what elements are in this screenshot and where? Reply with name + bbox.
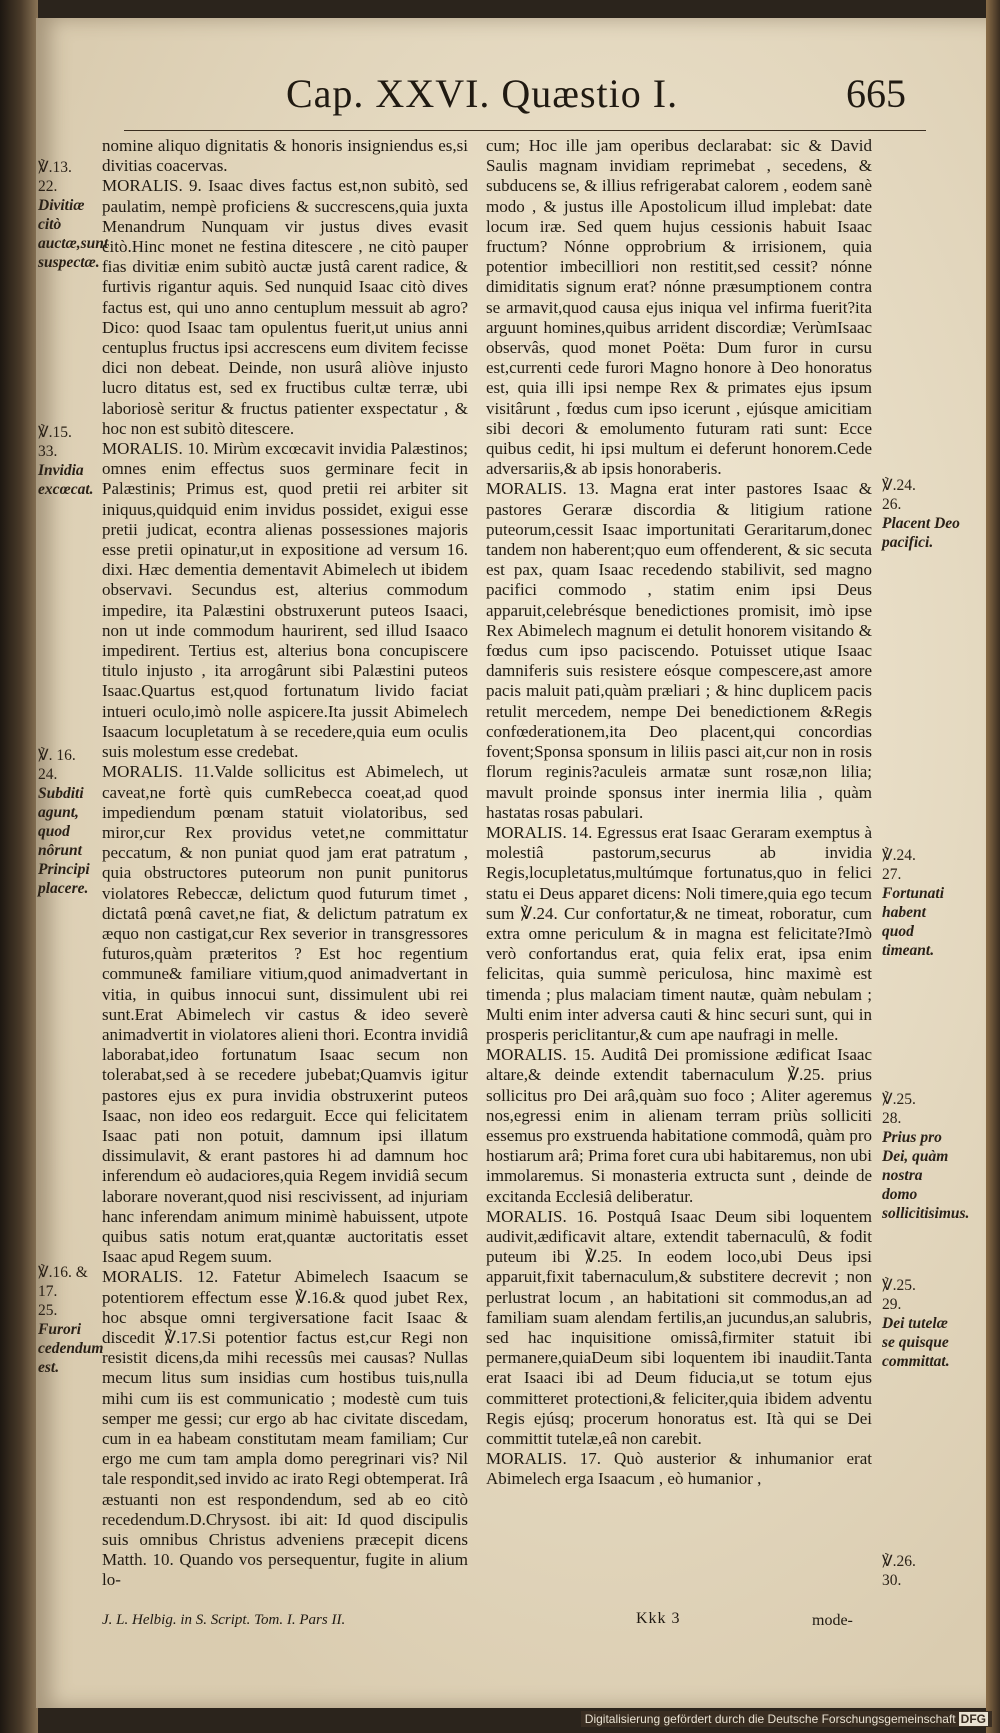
dfg-logo: DFG	[960, 1712, 986, 1726]
margin-note: ℣.16. & 17. 25. Furori cedendum est.	[38, 1264, 104, 1376]
margin-note: ℣. 16. 24. Subditi agunt, quod nôrunt Principi placere.	[38, 747, 90, 897]
header-rule	[124, 130, 926, 131]
paragraph: nomine aliquo dignitatis & honoris insigniendus es,si divitias coacervas.	[102, 136, 468, 176]
margin-note: ℣.24. 26. Placent Deo pacifici.	[882, 477, 960, 551]
paragraph: MORALIS. 10. Mirùm excœcavit invidia Palæstinos; omnes enim effectus suos germinare fecit in Palæstinis; Primus est, quod pretii rei arbiter sit iniquus,quidquid enim invidus possidet, exigui esse pretii judicat, econtra alienas possessiones majoris esse pretii opinatur,ut in expositione ad versum 16. dixi. Hæc dementia dementavit Abimelech ut ibidem observavi. Secundus est, alterius commodum impedire, ita Palæstini obstruxerunt puteos Isaaci, non ut inde commodum haurirent, sed illud Isaaco impedirent. Tertius est, alterius bona concupiscere titulo injusto , ita arrogârunt sibi Palæstini puteos Isaac.Quartus est,quod fortunatum livido faciat intueri oculo,imò nolle aspicere.Ita jussit Abimelech Isaacum locupletatum à se recedere,quia eum oculis suis molestum esse credebat.	[102, 439, 468, 762]
running-title: Cap. XXVI. Quæstio I.	[286, 71, 679, 116]
paragraph: MORALIS. 12. Fatetur Abimelech Isaacum se potentiorem effectum esse ℣.16.& quod jubet Rex, hoc absque omni tergiversatione facit Isaac & discedit ℣.17.Si potentior factus est,cur Regi non resistit dicens,da mihi recessûs mei causas? Nullas mecum litus sum insidias cum hostibus tuis,nulla mihi cum iis est communicatio ; modestè cum tuis semper me gessi; cur ergo ab hac civitate discedam, cum in ea habeam constitutam meam familiam; Cur ergo me cum tam ampla domo peregrinari vis? Nil tale respondit,sed invido ac irato Regi obtemperat. Irâ æstuanti non est respondendum, sed ab eo citò recedendum.D.Chrysost. ibi ait: Id quod discipulis suis omnibus Christus adveniens præcepit dicens Matth. 10. Quando vos persequentur, fugite in alium lo-	[102, 1267, 468, 1590]
margin-note: ℣.15. 33. Invidia excœcat.	[38, 424, 94, 498]
signature-mark: Kkk 3	[636, 1610, 681, 1627]
printer-imprint: J. L. Helbig. in S. Script. Tom. I. Pars II.	[102, 1612, 346, 1628]
margin-note: ℣.25. 28. Prius pro Dei, quàm nostra domo sollicitisimus.	[882, 1091, 970, 1222]
digitization-credit	[581, 1711, 992, 1727]
page-number: 665	[846, 71, 906, 116]
paragraph: MORALIS. 15. Auditâ Dei promissione ædificat Isaac altare,& deinde extendit tabernaculum ℣.25. prius sollicitus pro Dei arâ,quàm suo foco ; Aliter ageremus nos,egressi enim in alienam terram priùs solliciti essemus pro exstruenda habitatione commodâ, quàm pro hostiarum arâ; Prima foret cura ubi habitaremus, non ubi immolaremus. Si monasteria extructa sunt , deinde de excitanda Ecclesiâ deliberatur.	[486, 1045, 872, 1206]
left-text-column	[102, 136, 468, 1591]
margin-note: ℣.13. 22. Divitiæ citò auctæ,sunt suspectæ.	[38, 159, 109, 271]
margin-note: ℣.24. 27. Fortunati habent quod timeant.	[882, 847, 945, 959]
right-text-column	[486, 136, 872, 1490]
paragraph: cum; Hoc ille jam operibus declarabat: sic & David Saulis magnam invidiam reprimebat , secedens, & subducens se, & illius refrigerabat calorem , eodem sanè modo , & justus ille Apostolicum illud implebat: date locum iræ. Sed quem hujus cessionis habuit Isaac fructum? Nónne opprobrium & irrisionem, quia potentior imbecilliori non restitit,sed cessit? nónne dimiditatis signum erat? nónne præsumptionem contra se armavit,quod causa ejus iniqua vel infirma fuerit?ita arguunt homines,quibus arrident discordiæ; VerùmIsaac observâs, quod monet Poëta: Dum furor in cursu est,currenti cede furori Magno honore à Deo honoratus est, quia illi ipsi nempe Rex & primates ejus ipsum visitârunt , fœdus cum ipso icerunt , ejúsque amicitiam sibi decori & emolumento futuram rati sunt: Ecce quibus cedit, hi ipsi multum ei deferunt honorem.Cede adversariis,& ab ipsis honoraberis.	[486, 136, 872, 479]
page-fore-edge	[986, 0, 1000, 1733]
margin-note: ℣.25. 29. Dei tutelæ se quisque committat.	[882, 1277, 950, 1370]
margin-note: ℣.26. 30.	[882, 1553, 916, 1589]
paragraph: MORALIS. 16. Postquâ Isaac Deum sibi loquentem audivit,ædificavit altare, extendit tabernaculû, & fodit puteum ibi ℣.25. In eodem loco,ubi Deus ipsi apparuit,fixit tabernaculum,& substitere decrevit ; non perlustrat locum , an habitationi sit commodus,an ad familiam suam alendam fertilis,an jucundus,an salubris, sed hac inquisitione omissâ,firmiter statuit ibi permanere,quiaDeum sibi loquentem ibi inaudiit.Tanta erat Isaaci ibi ad Deum fiducia,ut se totum ejus committeret protectioni,& feliciter,quia ibidem adventu Regis ejúsq; procerum honoratus est. Ità qui se Dei committit tutelæ,eâ non carebit.	[486, 1206, 872, 1448]
paragraph: MORALIS. 9. Isaac dives factus est,non subitò, sed paulatim, nempè proficiens & succrescens,quia juxta Menandrum Nunquam vir justus dives evasit citò.Hinc monet ne festina ditescere , ne citò pauper fias divitiæ enim subitò auctæ justâ carent radice, & furtivis rigantur aquis. Sed nunquid Isaac citò dives factus est, qui uno anno centuplum messuit ab agro? Dico: quod Isaac tam opulentus fuerit,ut unius anni centuplus fructus ipsi accrescens eum divitem fecisse dici non debeat. Deinde, non usurâ aliòve injusto lucro ditatus est, sed ex fructibus cultæ terræ, ubi laboriosè seritur & fructus patienter exspectatur , & hoc non est subitò ditescere.	[102, 176, 468, 438]
paragraph: MORALIS. 13. Magna erat inter pastores Isaac & pastores Geraræ discordia & litigium ratione puteorum,cessit Isaac importunitati Geraritarum,donec tandem non haberent;quo eum offenderent, & sic secuta est pax, quam Isaac recedendo stabilivit, sed magno pacifici commodo , statim enim ipsi Deus apparuit,celebrésque benedictiones promisit, imò ipse Rex Abimelech magnum ei detulit honorem visitando & fœdus cum ipso paciscendo. Potuisset utique Isaac damniferis suis resistere eósque compescere,ast amore pacis maluit pati,quàm præliari ; & hinc duplicem pacis retulit mercedem, nempe Dei benedictionem &Regis confœderationem,ita Deo placent,qui concordias fovent;Sponsa sponsum in liliis pasci ait,cur non in rosis florum reginis?aculeis armatæ sunt rosæ,non lilia; mavult proinde sponsus inter inermia lilia , quàm hastatas rosas pabulari.	[486, 479, 872, 822]
paragraph: MORALIS. 17. Quò austerior & inhumanior erat Abimelech erga Isaacum , eò humanior ,	[486, 1449, 872, 1489]
credit-text: Digitalisierung gefördert durch die Deutsche Forschungsgemeinschaft	[584, 1712, 956, 1726]
paragraph: MORALIS. 14. Egressus erat Isaac Geraram exemptus à molestiâ pastorum,securus ab invidia Regis,locupletatus,multúmque fortunatus,quo in felici statu ei Deus apparet dicens: Noli timere,quia ego tecum sum ℣.24. Cur confortatur,& ne timeat, roboratur, cum extra omne periculum & in magna est felicitate?Imò verò confortandus erat, quia felix erat, ipsa enim felicitas, quia summè periculosa, hinc maximè est timenda ; plus malaciam timent nautæ, quàm nebulam ; Multi enim inter adversa cauti & hinc securi sunt, qui in prosperis periclitantur,& cum ape naufragi in melle.	[486, 822, 872, 1044]
book-spine	[0, 0, 38, 1733]
catchword: mode-	[812, 1612, 853, 1629]
paragraph: MORALIS. 11.Valde sollicitus est Abimelech, ut caveat,ne fortè quis cumRebecca coeat,ad quod impediendum pœnam statuit violatoribus, sed miror,cur Rex providus vetet,ne committatur peccatum, & non puniat quod jam erat patratum , quia obstructores puteorum non punit punitorus violatores Rebeccæ, delictum quod futurum timet , dictatâ pœnâ cavet,ne fiat, & delictum patratum ex æquo non castigat,cur Rex severior in transgressores futuros,quàm præteritos ? Est hoc regentium commune& familiare vitium,quod animadvertant in vitia, in quibus innocui sunt, dissimulent ubi rei sunt.Erat Abimelech vir castus & ideo severè animadvertit in violatores alieni thori. Econtra invidiâ laborabat,ideo fortunatum Isaac secum non tolerabat,sed à se recedere jubebat;Quamvis igitur pastores ejus ex pura invidia obstruxerint puteos Isaac, non ideo eos redarguit. Ecce qui felicitatem Isaac pati non potuit, damnum ipsi illatum dissimulavit, & erant pastores hi ad damnum hoc inferendum eò audaciores,quia Regem invidiâ secum laborare noverant,quod nisi rescivissent, ad injuriam hanc inferendam animum minimè habuissent, utpote quibus satis notum erat,quantæ auctoritatis esset Isaac apud Regem suum.	[102, 762, 468, 1267]
page-header	[286, 70, 906, 130]
book-page	[36, 18, 990, 1708]
